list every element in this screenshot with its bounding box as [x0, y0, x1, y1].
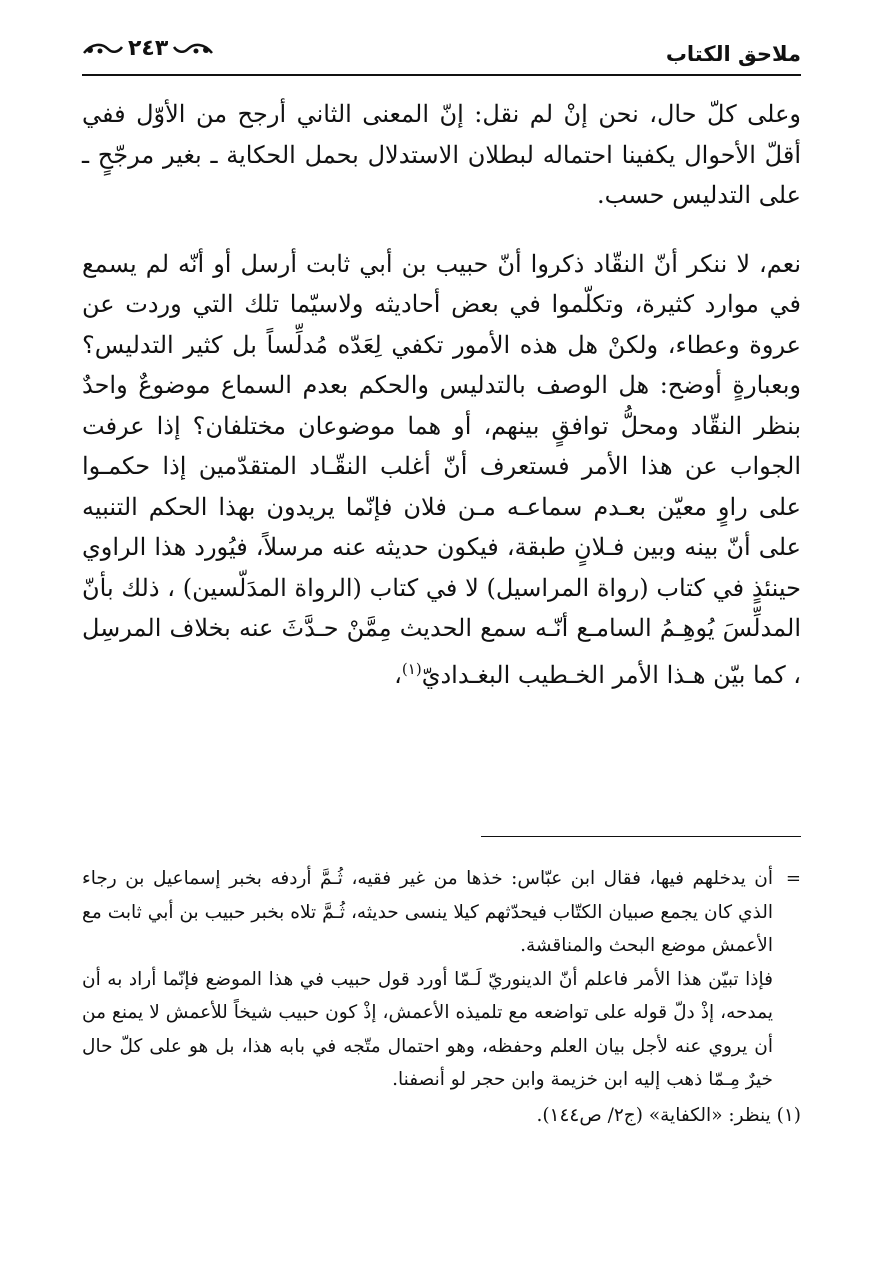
body-paragraph-text: نعم، لا ننكر أنّ النقّاد ذكروا أنّ حبيب بن أبي ثابت أرسل أو أنّه لم يسمع في موارد كثيرة، وتكلّموا في بعض أحاديثه ولاسيّما تلك التي وردت عن عروة وعطاء، ولكنْ هل هذه الأمور تكفي لِعَدّه مُدلِّساً بل كثير التدليس؟ وبعبارةٍ أوضح: هل الوصف بالتدليس والحكم بعدم السماع موضوعٌ واحدٌ بنظر النقّاد ومحلُّ توافقٍ بينهم، أو هما موضوعان مختلفان؟ إذا عرفت الجواب عن هذا الأمر فستعرف أنّ أغلب النقّـاد المتقدّمين إذا حكمـوا على راوٍ معيّن بعـدم سماعـه مـن فلان فإنّما يريدون بهذا الحكم التنبيه على أنّ بينه وبين فـلانٍ طبقة، فيكون حديثه عنه مرسلاً، فيُورد هذا الراوي حينئذٍ في كتاب (رواة المراسيل) لا في كتاب (الرواة المدَلّسين) ، ذلك بأنّ المدلِّسَ يُوهِـمُ السامـع أنّـه سمع الحديث مِمَّنْ حـدَّثَ عنه بخلاف المرسِل ، كما بيّن هـذا الأمر الخـطيب البغـداديّ [82, 249, 801, 689]
footnote-reference: (١) [401, 659, 422, 678]
running-title: ملاحق الكتاب [665, 42, 801, 66]
main-text [82, 94, 801, 695]
footnote-separator [481, 836, 801, 837]
footnote-text: أن يدخلهم فيها، فقال ابن عبّاس: خذها من غير فقيه، ثُـمَّ أردفه بخبر إسماعيل بن رجاء الذي كان يجمع صبيان الكتّاب فيحدّثهم كيلا ينسى حديثه، ثُـمَّ تلاه بخبر حبيب بن أبي ثابت مع الأعمش موضع البحث والمناقشة. [82, 868, 773, 956]
footnote-paragraph [82, 963, 801, 1097]
page-number: ٢٤٣ [128, 36, 169, 61]
right-flourish-icon [172, 41, 214, 57]
body-paragraph: وعلى كلّ حال، نحن إنْ لم نقل: إنّ المعنى الثاني أرجح من الأوّل ففي أقلّ الأحوال يكفينا احتماله لبطلان الاستدلال بحمل الحكاية ـ بغير مرجّحٍ ـ على التدليس حسب. [82, 100, 801, 209]
trailing-punctuation: ، [394, 660, 402, 689]
page-header [82, 34, 801, 76]
left-flourish-icon [82, 41, 124, 57]
body-paragraph [82, 244, 801, 696]
footnote-text: فإذا تبيّن هذا الأمر فاعلم أنّ الدينوريّ لَـمّا أورد قول حبيب في هذا الموضع فإنّما أراد به أن يمدحه، إذْ دلّ قوله على تواضعه مع تلميذه الأعمش، إذْ كون حبيب شيخاً للأعمش لا يمنع من أن يروي عنه لأجل بيان العلم وحفظه، وهو احتمال متّجه في بابه هذا، بل هو على كلّ حال خيرٌ مِـمّا ذهب إليه ابن خزيمة وابن حجر لو أنصفنا. [82, 968, 773, 1090]
footnote-continuation [82, 862, 801, 963]
page-number-ornament [82, 36, 214, 61]
footnotes [82, 862, 801, 1133]
continuation-marker: = [785, 868, 801, 889]
footnote-1: (١) ينظر: «الكفاية» (ج٢/ ص١٤٤). [536, 1104, 801, 1126]
